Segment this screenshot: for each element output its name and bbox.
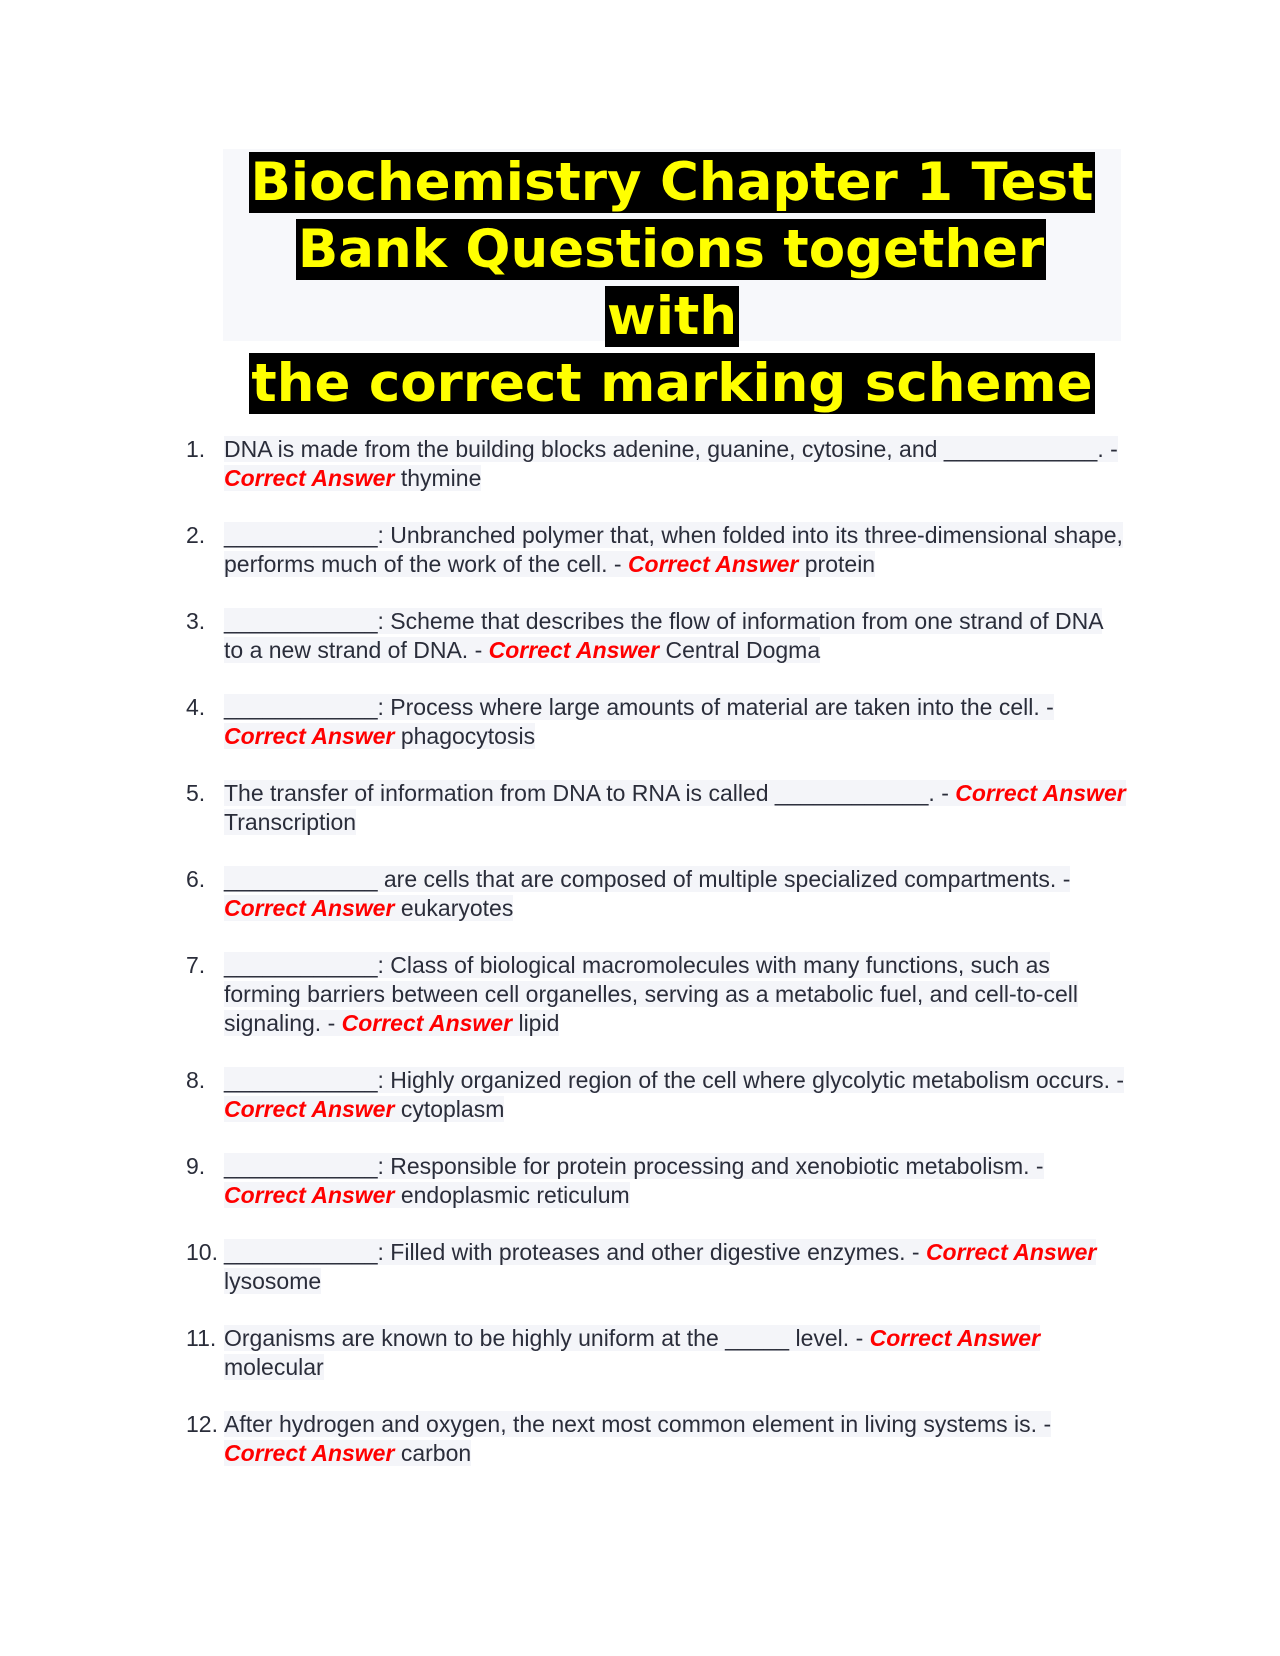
question-text: DNA is made from the building blocks adenine, guanine, cytosine, and ____________. - <box>224 436 1118 462</box>
question-number: 2. <box>186 522 206 548</box>
question-number: 3. <box>186 608 206 634</box>
title-line-3: the correct marking scheme <box>251 353 1093 414</box>
question-number: 7. <box>186 952 206 978</box>
question-item <box>186 1238 1126 1296</box>
answer-text: lysosome <box>224 1268 322 1294</box>
question-number: 1. <box>186 436 206 462</box>
question-number: 5. <box>186 780 206 806</box>
question-text: ____________: Scheme that describes the flow of information from one strand of DNA to a new strand of DNA. - <box>224 608 1103 663</box>
question-body <box>224 694 1054 749</box>
question-number: 6. <box>186 866 206 892</box>
correct-answer-label: Correct Answer <box>341 1010 513 1036</box>
question-text: ____________: Class of biological macromolecules with many functions, such as forming barriers between cell organelles, serving as a metabolic fuel, and cell-to-cell signaling. - <box>224 952 1078 1036</box>
correct-answer-label: Correct Answer <box>224 1182 395 1208</box>
question-item <box>186 865 1126 923</box>
question-highlight <box>224 608 1102 663</box>
question-number: 12. <box>186 1411 218 1437</box>
question-text: ____________: Process where large amounts of material are taken into the cell. - <box>224 694 1054 720</box>
answer-text: Transcription <box>224 809 357 835</box>
answer-text: cytoplasm <box>400 1096 505 1122</box>
question-body <box>224 436 1118 491</box>
answer-text: phagocytosis <box>400 723 536 749</box>
correct-answer-label: Correct Answer <box>224 465 395 491</box>
answer-text: endoplasmic reticulum <box>400 1182 630 1208</box>
question-body <box>224 780 1126 835</box>
question-number: 11. <box>186 1325 217 1351</box>
question-body <box>224 608 1102 663</box>
question-item <box>186 607 1126 665</box>
question-highlight <box>224 1411 1051 1466</box>
question-body <box>224 952 1078 1036</box>
question-number: 4. <box>186 694 206 720</box>
question-item <box>186 951 1126 1038</box>
question-body <box>224 1239 1096 1294</box>
answer-text: thymine <box>400 465 482 491</box>
answer-text: eukaryotes <box>400 895 514 921</box>
answer-text: lipid <box>518 1010 560 1036</box>
question-highlight <box>224 522 1123 577</box>
question-item <box>186 435 1126 493</box>
document-title <box>223 149 1121 414</box>
question-highlight <box>224 952 1078 1036</box>
answer-text: carbon <box>400 1440 472 1466</box>
question-text: ____________ are cells that are composed of multiple specialized compartments. - <box>224 866 1071 892</box>
correct-answer-label: Correct Answer <box>224 1440 395 1466</box>
question-number: 8. <box>186 1067 206 1093</box>
question-list <box>186 435 1126 1496</box>
question-highlight <box>224 1239 1096 1294</box>
question-highlight <box>224 780 1126 835</box>
question-highlight <box>224 1325 1040 1380</box>
question-highlight <box>224 436 1118 491</box>
correct-answer-label: Correct Answer <box>925 1239 1097 1265</box>
question-body <box>224 1153 1044 1208</box>
title-line-2: Bank Questions together with <box>297 219 1045 347</box>
correct-answer-label: Correct Answer <box>488 637 660 663</box>
question-highlight <box>224 866 1070 921</box>
question-item <box>186 1410 1126 1468</box>
question-text: ____________: Responsible for protein processing and xenobiotic metabolism. - <box>224 1153 1044 1179</box>
answer-text: molecular <box>224 1354 324 1380</box>
correct-answer-label: Correct Answer <box>224 723 395 749</box>
question-text: After hydrogen and oxygen, the next most common element in living systems is. - <box>224 1411 1052 1437</box>
question-body <box>224 1325 1040 1380</box>
question-item <box>186 779 1126 837</box>
question-text: ____________: Highly organized region of the cell where glycolytic metabolism occurs. - <box>224 1067 1125 1093</box>
question-item <box>186 693 1126 751</box>
question-text: Organisms are known to be highly uniform at the _____ level. - <box>224 1325 864 1351</box>
question-highlight <box>224 694 1054 749</box>
correct-answer-label: Correct Answer <box>224 895 395 921</box>
question-highlight <box>224 1067 1124 1122</box>
question-body <box>224 866 1070 921</box>
question-text: The transfer of information from DNA to RNA is called ____________. - <box>224 780 949 806</box>
question-body <box>224 1067 1124 1122</box>
question-item <box>186 521 1126 579</box>
correct-answer-label: Correct Answer <box>627 551 799 577</box>
question-item <box>186 1324 1126 1382</box>
correct-answer-label: Correct Answer <box>955 780 1126 806</box>
correct-answer-label: Correct Answer <box>224 1096 395 1122</box>
question-text: ____________: Unbranched polymer that, when folded into its three-dimensional shape, performs much of the work of the cell. - <box>224 522 1123 577</box>
title-line-1: Biochemistry Chapter 1 Test <box>250 152 1094 213</box>
question-number: 9. <box>186 1153 206 1179</box>
answer-text: protein <box>804 551 876 577</box>
question-body <box>224 522 1123 577</box>
correct-answer-label: Correct Answer <box>869 1325 1041 1351</box>
question-item <box>186 1066 1126 1124</box>
question-item <box>186 1152 1126 1210</box>
question-text: ____________: Filled with proteases and other digestive enzymes. - <box>224 1239 920 1265</box>
question-highlight <box>224 1153 1044 1208</box>
question-body <box>224 1411 1051 1466</box>
answer-text: Central Dogma <box>665 637 821 663</box>
question-number: 10. <box>186 1239 218 1265</box>
